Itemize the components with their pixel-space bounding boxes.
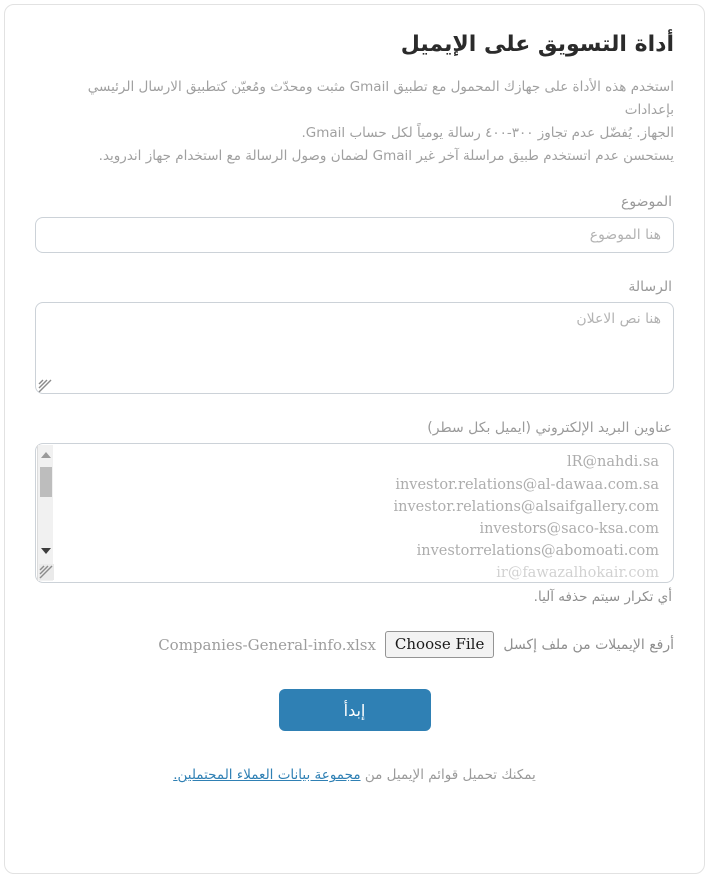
upload-row — [35, 605, 674, 658]
leads-dataset-link[interactable]: مجموعة بيانات العملاء المحتملين. — [173, 767, 361, 784]
list-item: lR@nahdi.sa — [567, 454, 659, 471]
footer-text: يمكنك تحميل قوائم الإيميل من — [360, 767, 536, 784]
description-line-3: يستحسن عدم اتستخدم طبيق مراسلة آخر غير Gmail لضمان وصول الرسالة مع استخدام جهاز اندرويد. — [98, 148, 674, 165]
list-item: investors@saco-ksa.com — [479, 520, 659, 537]
description-line-2: الجهاز. يُفضّل عدم تجاوز ٣٠٠-٤٠٠ رسالة يومياً لكل حساب Gmail. — [301, 125, 674, 142]
start-button[interactable]: إبدأ — [279, 689, 431, 731]
emails-area-wrapper — [35, 443, 674, 583]
upload-label: أرفع الإيميلات من ملف إكسل — [503, 636, 674, 653]
list-item: investor.relations@alsaifgallery.com — [393, 498, 659, 515]
scroll-up-arrow-icon[interactable] — [38, 447, 53, 463]
message-area-wrapper — [35, 302, 674, 394]
choose-file-button[interactable]: Choose File — [385, 631, 494, 658]
page-title: أداة التسويق على الإيميل — [400, 32, 674, 57]
emails-scrollbar[interactable] — [37, 445, 53, 581]
emails-list — [66, 451, 659, 581]
emails-input[interactable] — [35, 443, 674, 583]
message-label: الرسالة — [628, 279, 672, 296]
scroll-down-arrow-icon[interactable] — [38, 543, 53, 559]
emails-resize-handle-icon[interactable] — [39, 564, 54, 580]
submit-row — [35, 658, 674, 731]
form-container — [5, 5, 704, 783]
message-input[interactable] — [35, 302, 674, 394]
subject-label: الموضوع — [621, 194, 672, 211]
tool-description — [35, 76, 674, 169]
scrollbar-thumb[interactable] — [40, 467, 52, 497]
list-item: investor.relations@al-dawaa.com.sa — [395, 476, 659, 493]
list-item: investorrelations@abomoati.com — [416, 542, 659, 559]
emails-hint: أي تكرار سيتم حذفه آليا. — [533, 589, 672, 606]
subject-input[interactable] — [35, 217, 674, 253]
emails-label: عناوين البريد الإلكتروني (ايميل بكل سطر) — [427, 420, 672, 437]
list-item: ir@fawazalhokair.com — [496, 564, 659, 581]
selected-file-name: Companies-General-info.xlsx — [158, 635, 376, 654]
page-card — [4, 4, 705, 874]
description-line-1: استخدم هذه الأداة على جهازك المحمول مع تطبيق Gmail مثبت ومحدّث ومُعيّن كتطبيق الارسال الرئيسي بإعدادات — [87, 78, 674, 118]
footer-note — [35, 731, 674, 783]
